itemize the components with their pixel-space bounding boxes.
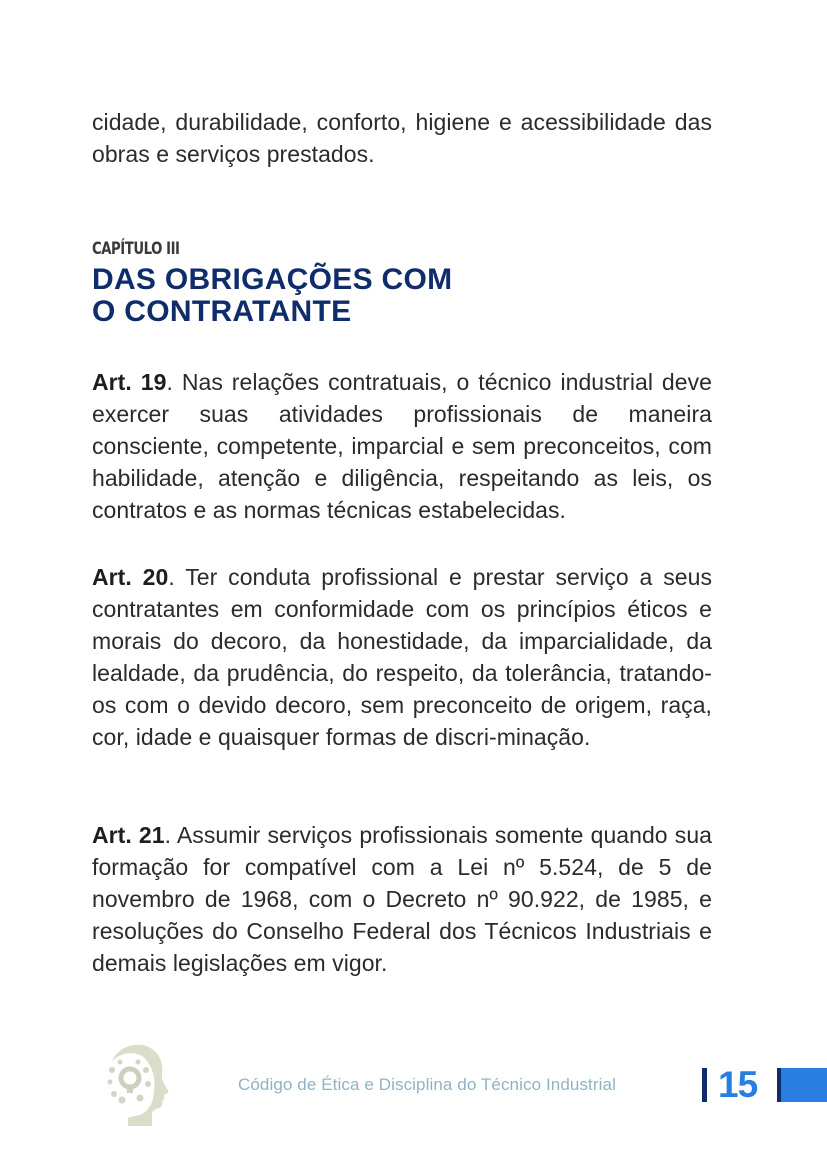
head-gear-lightbulb-icon [98, 1040, 170, 1126]
article-text: . Nas relações contratuais, o técnico industrial deve exercer suas atividades profissionais de maneira consciente, competente, imparcial e sem preconceitos, com habilidade, atenção e diligência, respeitando as leis, os contratos e as normas técnicas estabelecidas. [92, 369, 712, 523]
chapter-label: CAPÍTULO III [92, 239, 180, 259]
chapter-title-line-2: O CONTRATANTE [92, 295, 352, 328]
footer-title: Código de Ética e Disciplina do Técnico Industrial [238, 1075, 616, 1094]
intro-paragraph: cidade, durabilidade, conforto, higiene e acessibilidade das obras e serviços prestados. [92, 109, 712, 167]
footer-accent-block [781, 1068, 827, 1102]
chapter-heading [92, 238, 452, 328]
page-number: 15 [718, 1064, 758, 1105]
article-number: Art. 20 [92, 564, 169, 590]
footer-divider [702, 1068, 707, 1102]
article-20 [92, 561, 712, 753]
article-text: . Assumir serviços profissionais somente quando sua formação for compatível com a Lei nº 5.524, de 5 de novembro de 1968, com o Decreto nº 90.922, de 1985, e resoluções do Conselho Federal dos Técnicos Industriais e demais legislações em vigor. [92, 822, 713, 976]
article-19 [92, 366, 712, 526]
article-number: Art. 19 [92, 369, 167, 395]
article-text: . Ter conduta profissional e prestar serviço a seus contratantes em conformidade com os princípios éticos e morais do decoro, da honestidade, da imparcialidade, da lealdade, da prudência, do respeito, da tolerância, tratando-os com o devido decoro, sem preconceito de origem, raça, cor, idade e quaisquer formas de discri-minação. [92, 564, 712, 750]
article-21 [92, 819, 712, 979]
article-number: Art. 21 [92, 822, 165, 848]
chapter-title-line-1: DAS OBRIGAÇÕES COM [92, 263, 453, 296]
chapter-title [92, 264, 452, 328]
